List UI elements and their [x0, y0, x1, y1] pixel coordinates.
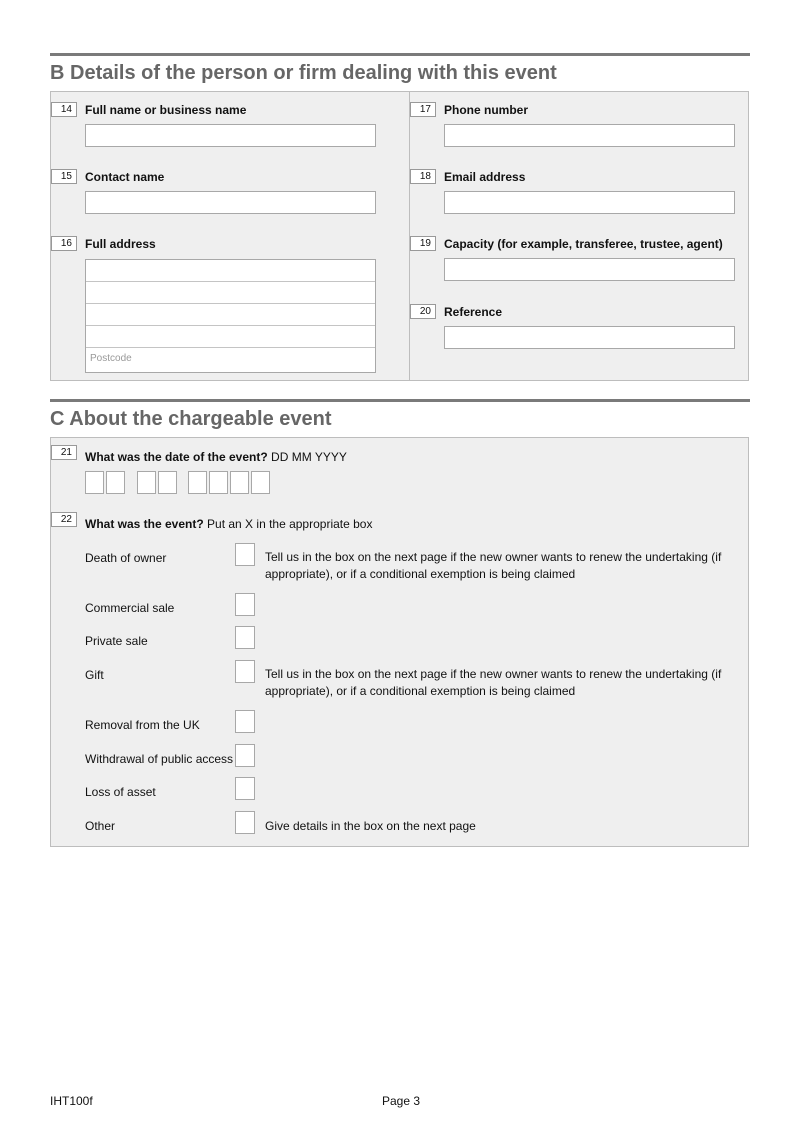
question-number-15: 15: [51, 169, 77, 184]
question-number-17: 17: [410, 102, 436, 117]
option-private-sale-label: Private sale: [85, 634, 148, 648]
address-line-4[interactable]: [86, 326, 375, 348]
section-c-title: C About the chargeable event: [50, 408, 332, 430]
section-c-rule: [50, 399, 750, 402]
option-other-checkbox[interactable]: [235, 811, 255, 834]
month-digit-2[interactable]: [158, 471, 177, 494]
option-removal-from-uk-label: Removal from the UK: [85, 718, 200, 732]
question-number-19: 19: [410, 236, 436, 251]
email-address-field[interactable]: [444, 191, 735, 214]
event-date-question: What was the date of the event?: [85, 450, 268, 464]
option-other-label: Other: [85, 819, 116, 833]
capacity-field[interactable]: [444, 258, 735, 281]
option-withdrawal-of-public-access-label: Withdrawal of public access: [85, 752, 234, 766]
reference-field[interactable]: [444, 326, 735, 349]
email-address-label: Email address: [444, 170, 526, 184]
address-line-1[interactable]: [86, 260, 375, 282]
page-number: Page 3: [382, 1094, 421, 1108]
reference-label: Reference: [444, 305, 503, 319]
phone-number-label: Phone number: [444, 103, 529, 117]
option-gift-note: Tell us in the box on the next page if the new owner wants to renew the undertaking (if appropriate), or if a conditional exemption is being claimed: [265, 667, 722, 698]
contact-name-label: Contact name: [85, 170, 165, 184]
contact-name-field[interactable]: [85, 191, 376, 214]
day-digit-1[interactable]: [85, 471, 104, 494]
month-digit-1[interactable]: [137, 471, 156, 494]
capacity-label: Capacity (for example, transferee, trustee, agent): [444, 237, 723, 251]
option-loss-of-asset-checkbox[interactable]: [235, 777, 255, 800]
question-number-20: 20: [410, 304, 436, 319]
question-number-22: 22: [51, 512, 77, 527]
postcode-placeholder: Postcode: [90, 353, 132, 364]
event-type-label: [85, 517, 372, 531]
option-loss-of-asset-label: Loss of asset: [85, 785, 156, 799]
year-digit-3[interactable]: [230, 471, 249, 494]
full-name-field[interactable]: [85, 124, 376, 147]
option-commercial-sale-checkbox[interactable]: [235, 593, 255, 616]
address-line-3[interactable]: [86, 304, 375, 326]
event-type-question: What was the event?: [85, 517, 204, 531]
full-name-label: Full name or business name: [85, 103, 247, 117]
option-gift-checkbox[interactable]: [235, 660, 255, 683]
section-b-title: B Details of the person or firm dealing with this event: [50, 62, 557, 84]
full-address-label: Full address: [85, 237, 156, 251]
event-date-label: [85, 450, 347, 464]
option-private-sale-checkbox[interactable]: [235, 626, 255, 649]
address-line-2[interactable]: [86, 282, 375, 304]
option-withdrawal-of-public-access-checkbox[interactable]: [235, 744, 255, 767]
option-commercial-sale-label: Commercial sale: [85, 601, 175, 615]
event-date-format-hint: DD MM YYYY: [271, 450, 347, 464]
postcode-field[interactable]: [86, 348, 375, 371]
option-death-of-owner-checkbox[interactable]: [235, 543, 255, 566]
option-death-of-owner-note: Tell us in the box on the next page if the new owner wants to renew the undertaking (if appropriate), or if a conditional exemption is being claimed: [265, 550, 722, 581]
year-digit-1[interactable]: [188, 471, 207, 494]
question-number-21: 21: [51, 445, 77, 460]
option-death-of-owner-label: Death of owner: [85, 551, 167, 565]
option-gift-label: Gift: [85, 668, 104, 682]
day-digit-2[interactable]: [106, 471, 125, 494]
question-number-18: 18: [410, 169, 436, 184]
event-type-hint: Put an X in the appropriate box: [207, 517, 373, 531]
option-other-note: Give details in the box on the next page: [265, 819, 476, 833]
option-removal-from-uk-checkbox[interactable]: [235, 710, 255, 733]
section-b-rule: [50, 53, 750, 56]
year-digit-4[interactable]: [251, 471, 270, 494]
question-number-14: 14: [51, 102, 77, 117]
year-digit-2[interactable]: [209, 471, 228, 494]
question-number-16: 16: [51, 236, 77, 251]
form-code: IHT100f: [50, 1094, 93, 1108]
full-address-field: [85, 259, 376, 373]
phone-number-field[interactable]: [444, 124, 735, 147]
